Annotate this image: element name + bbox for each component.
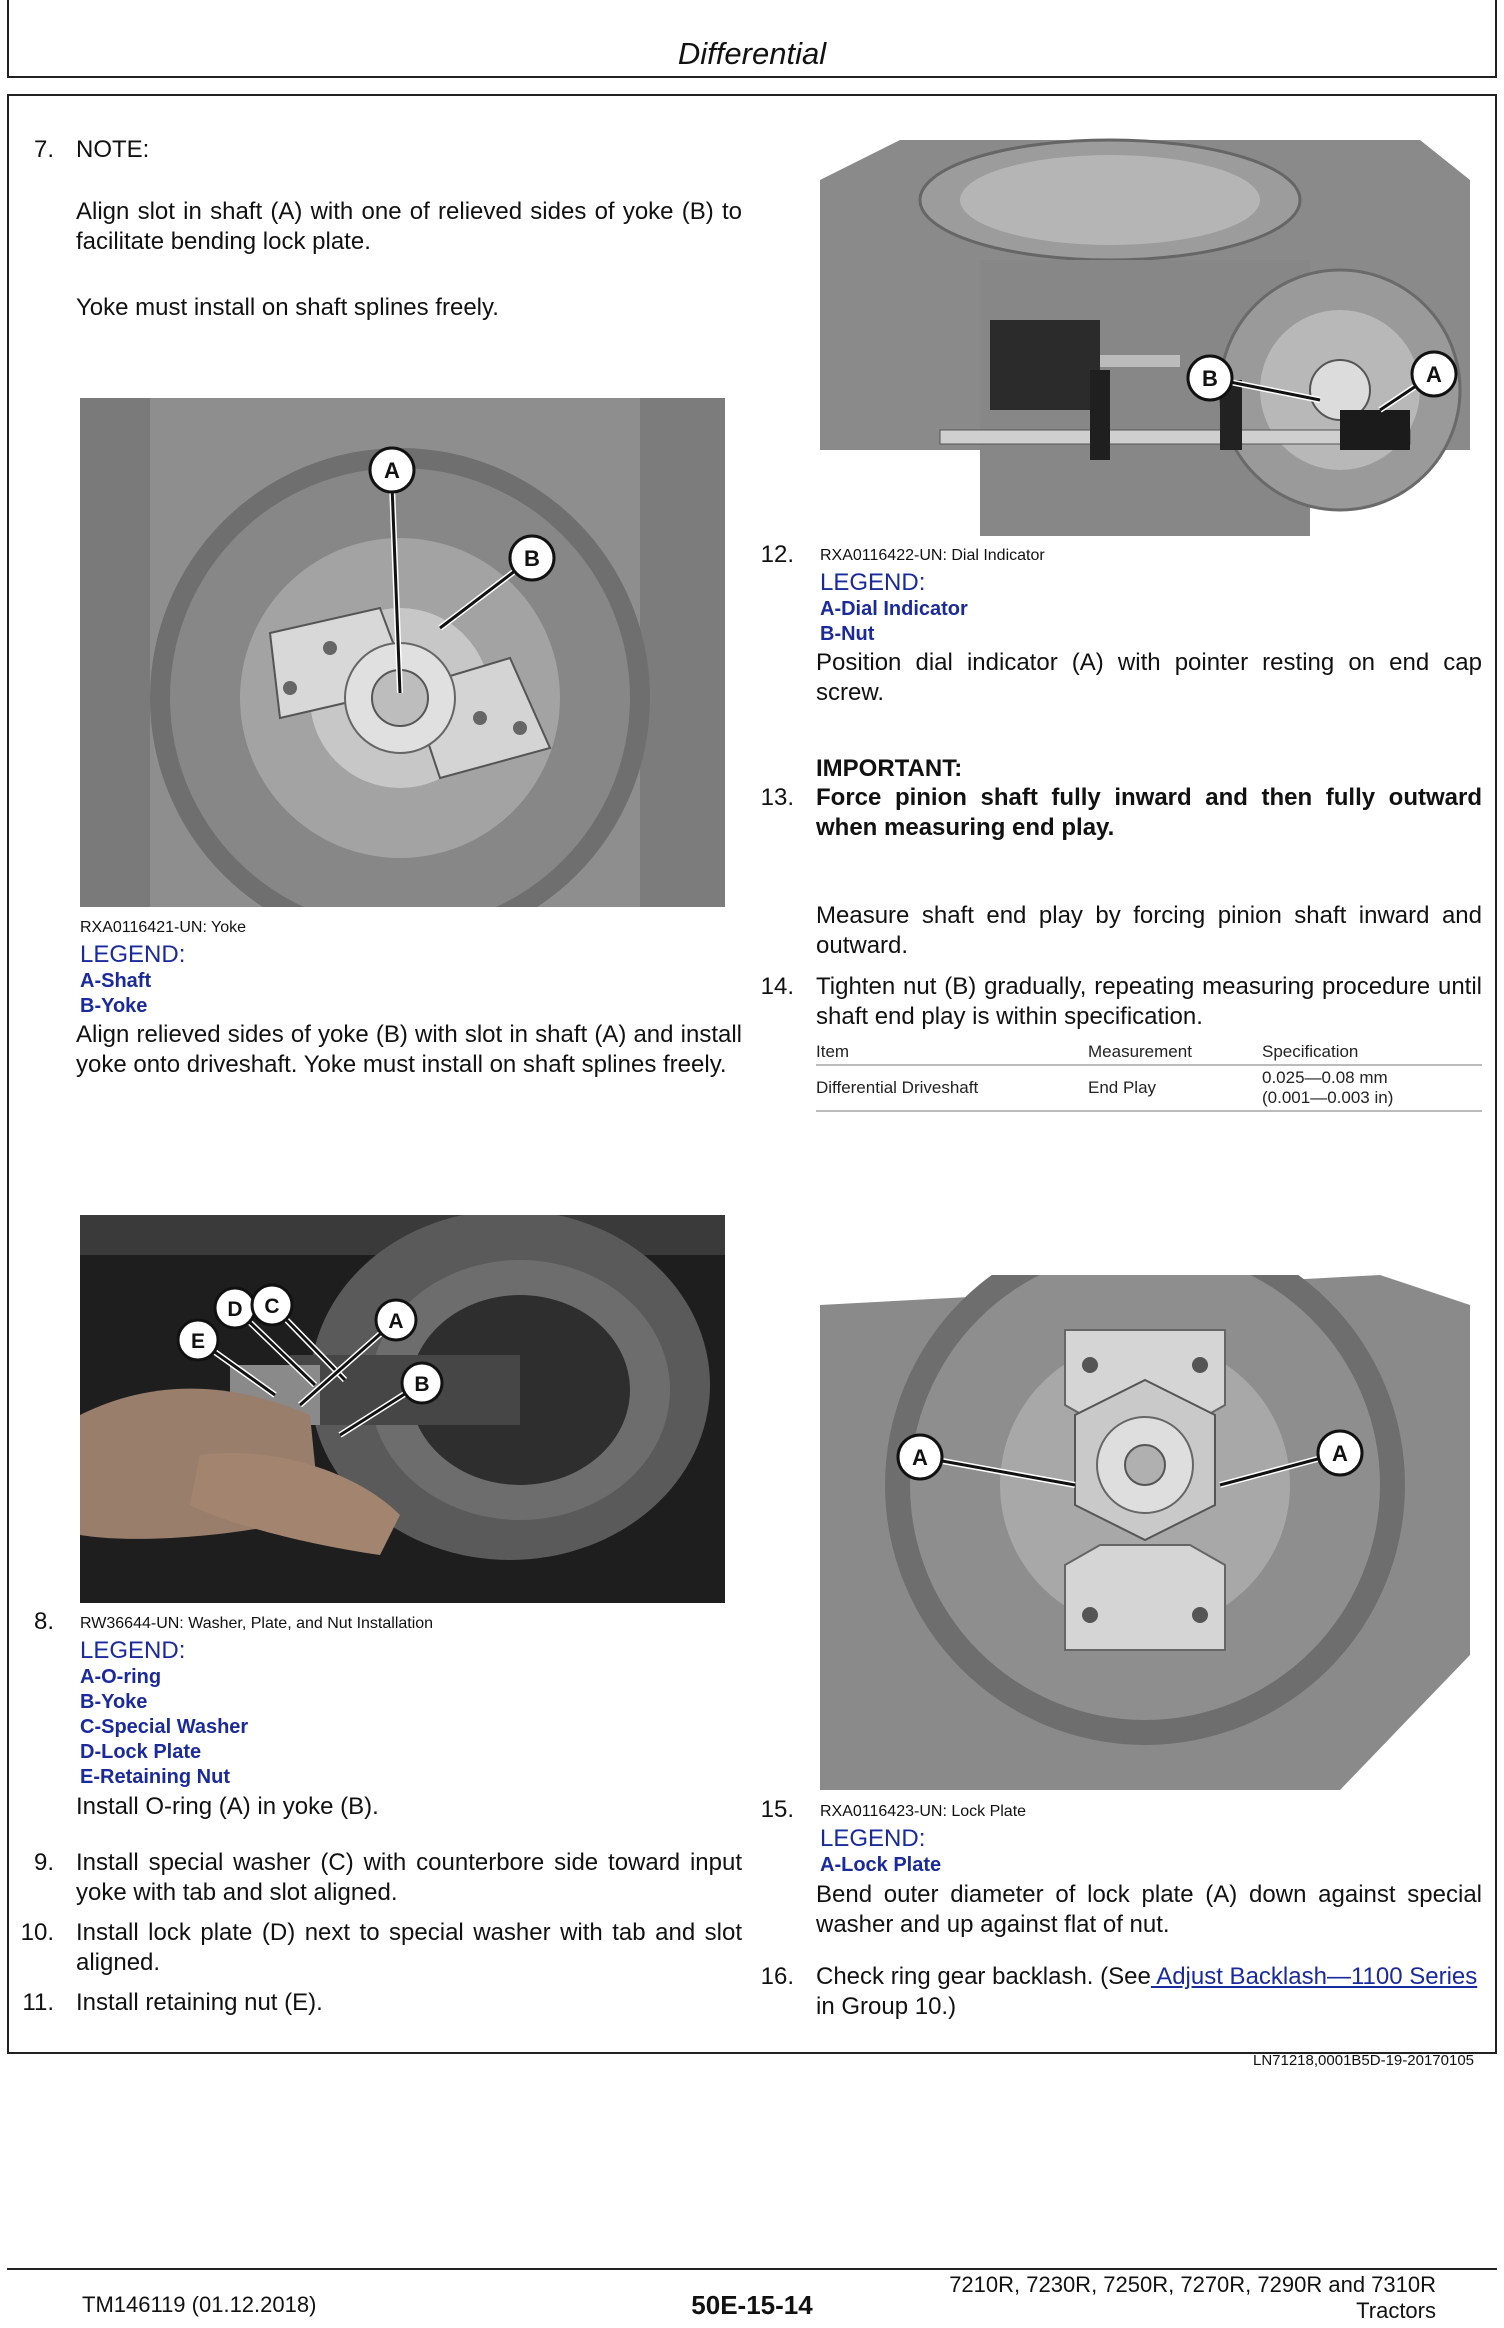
yoke-legend-b: B-Yoke <box>80 995 148 1017</box>
adjust-backlash-link[interactable]: Adjust Backlash—1100 Series <box>1150 1963 1478 1990</box>
step-13-number: 13. <box>760 784 794 811</box>
dial-indicator-figure <box>820 120 1470 536</box>
callout-a: A <box>1426 362 1442 387</box>
callout-b: B <box>524 546 540 571</box>
washer-legend-d: D-Lock Plate <box>80 1741 202 1763</box>
step-10-text: Install lock plate (D) next to special washer with tab and slot aligned. <box>76 1919 742 1976</box>
step-11-number: 11. <box>22 1989 54 2016</box>
spec-cell-item: Differential Driveshaft <box>816 1078 979 1097</box>
step-11-text: Install retaining nut (E). <box>76 1989 323 2016</box>
step-10-number: 10. <box>20 1919 54 1946</box>
yoke-instruction: Align relieved sides of yoke (B) with slot in shaft (A) and install yoke onto driveshaft. Yoke must install on shaft splines freely. <box>76 1021 742 1078</box>
step-12-number: 12. <box>760 541 794 568</box>
spec-header-item: Item <box>816 1042 850 1061</box>
step-13-warning: Force pinion shaft fully inward and then fully outward when measuring end play. <box>816 784 1482 841</box>
yoke-legend-a: A-Shaft <box>80 970 152 992</box>
step-7-paragraph-1: Align slot in shaft (A) with one of relieved sides of yoke (B) to facilitate bending lock plate. <box>76 198 742 255</box>
callout-d: D <box>227 1298 243 1321</box>
step-16-post: in Group 10.) <box>816 1993 957 2020</box>
dial-legend-b: B-Nut <box>820 623 875 645</box>
spec-cell-measurement: End Play <box>1088 1078 1157 1097</box>
footer-models: 7210R, 7230R, 7250R, 7270R, 7290R and 7310R <box>949 2272 1436 2297</box>
spec-header-specification: Specification <box>1262 1042 1359 1061</box>
step-15-number: 15. <box>760 1796 794 1823</box>
step-7-note-label: NOTE: <box>76 136 150 163</box>
dial-instruction: Position dial indicator (A) with pointer resting on end cap screw. <box>816 649 1482 706</box>
important-label: IMPORTANT: <box>816 755 963 782</box>
washer-caption: RW36644-UN: Washer, Plate, and Nut Installation <box>80 1615 434 1632</box>
callout-a: A <box>384 458 400 483</box>
callout-a: A <box>388 1310 404 1333</box>
washer-legend-c: C-Special Washer <box>80 1716 249 1738</box>
footer-doc-id: TM146119 (01.12.2018) <box>82 2292 317 2317</box>
lock-plate-legend-a: A-Lock Plate <box>820 1854 942 1876</box>
lock-plate-caption: RXA0116423-UN: Lock Plate <box>820 1803 1027 1820</box>
page-title: Differential <box>677 36 827 71</box>
callout-b: B <box>1202 366 1218 391</box>
footer-page-number: 50E-15-14 <box>691 2290 813 2320</box>
step-8-text: Install O-ring (A) in yoke (B). <box>76 1793 379 1820</box>
footer-product: Tractors <box>1356 2298 1436 2323</box>
dial-caption: RXA0116422-UN: Dial Indicator <box>820 547 1045 564</box>
spec-cell-value-in: (0.001—0.003 in) <box>1262 1088 1394 1107</box>
step-14-text: Tighten nut (B) gradually, repeating measuring procedure until shaft end play is within specification. <box>816 973 1482 1030</box>
step-7-paragraph-2: Yoke must install on shaft splines freely. <box>76 294 499 321</box>
footer-rule <box>7 2268 1497 2270</box>
step-7-number: 7. <box>33 136 54 163</box>
step-9-text: Install special washer (C) with counterbore side toward input yoke with tab and slot aligned. <box>76 1849 742 1906</box>
yoke-caption: RXA0116421-UN: Yoke <box>80 919 247 936</box>
step-16-pre: Check ring gear backlash. (See <box>816 1963 1151 1990</box>
washer-plate-nut-figure <box>80 1215 725 1603</box>
callout-b: B <box>414 1373 430 1396</box>
step-14-number: 14. <box>760 973 794 1000</box>
washer-legend-b: B-Yoke <box>80 1691 148 1713</box>
step-9-number: 9. <box>33 1849 54 1876</box>
yoke-legend-title: LEGEND: <box>80 941 186 968</box>
lock-plate-figure <box>820 1275 1470 1790</box>
yoke-figure <box>80 398 725 907</box>
step-8-number: 8. <box>33 1608 54 1635</box>
callout-e: E <box>190 1330 206 1353</box>
spec-header-measurement: Measurement <box>1088 1042 1192 1061</box>
callout-a-left: A <box>912 1445 928 1470</box>
callout-a-right: A <box>1332 1441 1348 1466</box>
dial-legend-a: A-Dial Indicator <box>820 598 968 620</box>
step-16-text <box>816 1962 1482 2022</box>
step-16-number: 16. <box>760 1963 794 1990</box>
washer-legend-title: LEGEND: <box>80 1637 186 1664</box>
lock-plate-legend-title: LEGEND: <box>820 1825 926 1852</box>
spec-cell-value-mm: 0.025—0.08 mm <box>1262 1068 1388 1087</box>
spec-table <box>816 1040 1482 1112</box>
washer-legend-a: A-O-ring <box>80 1666 162 1688</box>
reference-code: LN71218,0001B5D-19-20170105 <box>1252 2052 1474 2069</box>
callout-c: C <box>264 1295 280 1318</box>
step-13-text: Measure shaft end play by forcing pinion shaft inward and outward. <box>816 902 1482 959</box>
step-15-text: Bend outer diameter of lock plate (A) down against special washer and up against flat of nut. <box>816 1881 1482 1938</box>
dial-legend-title: LEGEND: <box>820 569 926 596</box>
washer-legend-e: E-Retaining Nut <box>80 1766 230 1788</box>
